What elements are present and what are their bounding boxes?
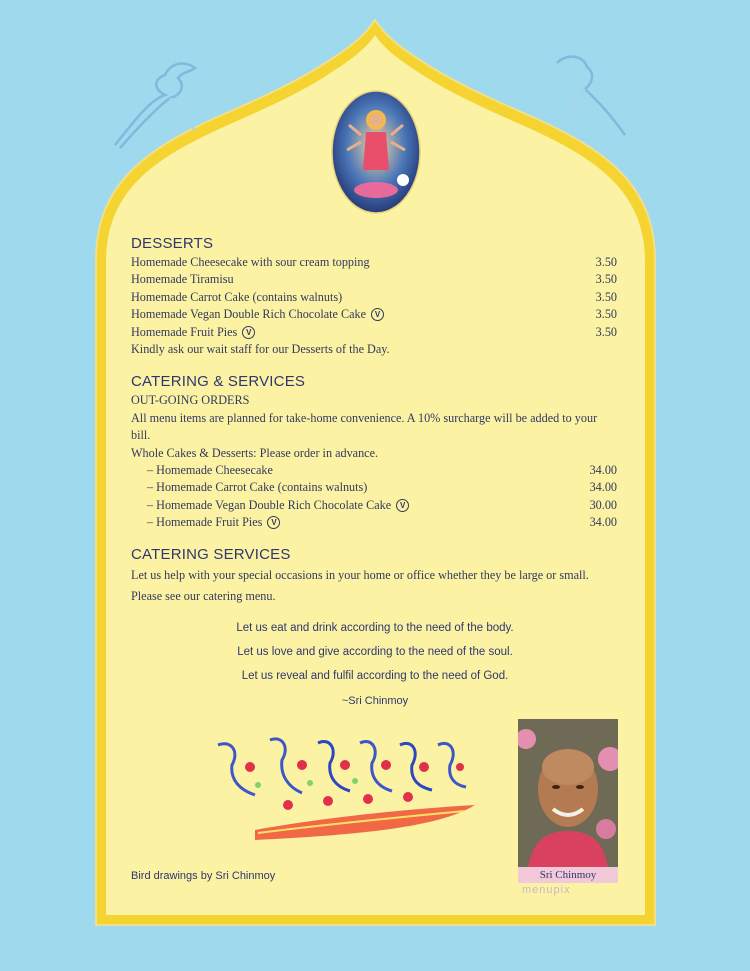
item-price: 34.00 <box>589 463 617 478</box>
desserts-note: Kindly ask our wait staff for our Desserts of the Day. <box>131 342 390 357</box>
vegan-icon: V <box>396 499 409 512</box>
item-price: 3.50 <box>595 272 617 287</box>
catering-services-text: Let us help with your special occasions in your home or office whether they be large or small. <box>131 567 589 582</box>
vegan-icon: V <box>267 516 280 529</box>
quote-line-1: Let us eat and drink according to the need of the body. <box>236 622 514 634</box>
bird-drawings-image <box>210 735 480 850</box>
watermark-text: menupix <box>522 884 571 896</box>
item-price: 30.00 <box>589 497 617 512</box>
menu-item <box>131 479 617 496</box>
menu-item <box>131 497 617 514</box>
item-price: 3.50 <box>595 307 617 322</box>
item-name: – Homemade Vegan Double Rich Chocolate Cake <box>147 497 392 512</box>
item-price: 3.50 <box>595 289 617 304</box>
item-name: – Homemade Carrot Cake (contains walnuts) <box>147 480 368 495</box>
bird-drawings-caption: Bird drawings by Sri Chinmoy <box>131 870 276 882</box>
menu-content <box>131 234 617 607</box>
item-price: 3.50 <box>595 255 617 269</box>
item-name: Homemade Fruit Pies <box>131 324 238 339</box>
bird-decoration-right-icon <box>545 45 640 145</box>
bird-decoration-left-icon <box>110 50 205 150</box>
item-name: Homemade Tiramisu <box>131 272 234 287</box>
photo-label: Sri Chinmoy <box>518 867 618 883</box>
whole-cakes-text: Whole Cakes & Desserts: Please order in advance. <box>131 445 379 460</box>
catering-menu-text: Please see our catering menu. <box>131 588 276 603</box>
outgoing-orders-subheading: OUT-GOING ORDERS <box>131 393 250 408</box>
quote-line-3: Let us reveal and fulfil according to the need of God. <box>241 670 509 682</box>
catering-services-heading: CATERING SERVICES <box>131 545 291 563</box>
menu-item <box>131 514 617 531</box>
menu-item <box>131 462 617 479</box>
desserts-heading: DESSERTS <box>131 235 214 252</box>
item-name: – Homemade Fruit Pies <box>147 515 263 530</box>
menu-item <box>131 289 617 306</box>
menu-item <box>131 306 617 323</box>
menu-item <box>131 271 617 288</box>
menu-item <box>131 324 617 341</box>
item-name: Homemade Vegan Double Rich Chocolate Cake <box>131 307 366 322</box>
vegan-icon: V <box>242 326 255 339</box>
catering-surcharge-text: All menu items are planned for take-home convenience. A 10% surcharge will be added to your bill. <box>131 410 598 443</box>
item-price: 34.00 <box>589 515 617 530</box>
catering-heading: CATERING & SERVICES <box>131 373 306 391</box>
item-price: 3.50 <box>595 324 617 339</box>
menu-item <box>131 254 617 271</box>
quote-author: ~Sri Chinmoy <box>341 695 409 707</box>
item-name: – Homemade Cheesecake <box>147 463 273 478</box>
item-name: Homemade Carrot Cake (contains walnuts) <box>131 289 343 304</box>
sri-chinmoy-photo <box>518 719 618 867</box>
item-price: 34.00 <box>589 480 617 495</box>
quote-line-2: Let us love and give according to the need of the soul. <box>237 646 513 658</box>
vegan-icon: V <box>371 308 384 321</box>
item-name: Homemade Cheesecake with sour cream topping <box>131 255 370 269</box>
deity-oval-image <box>331 90 421 214</box>
